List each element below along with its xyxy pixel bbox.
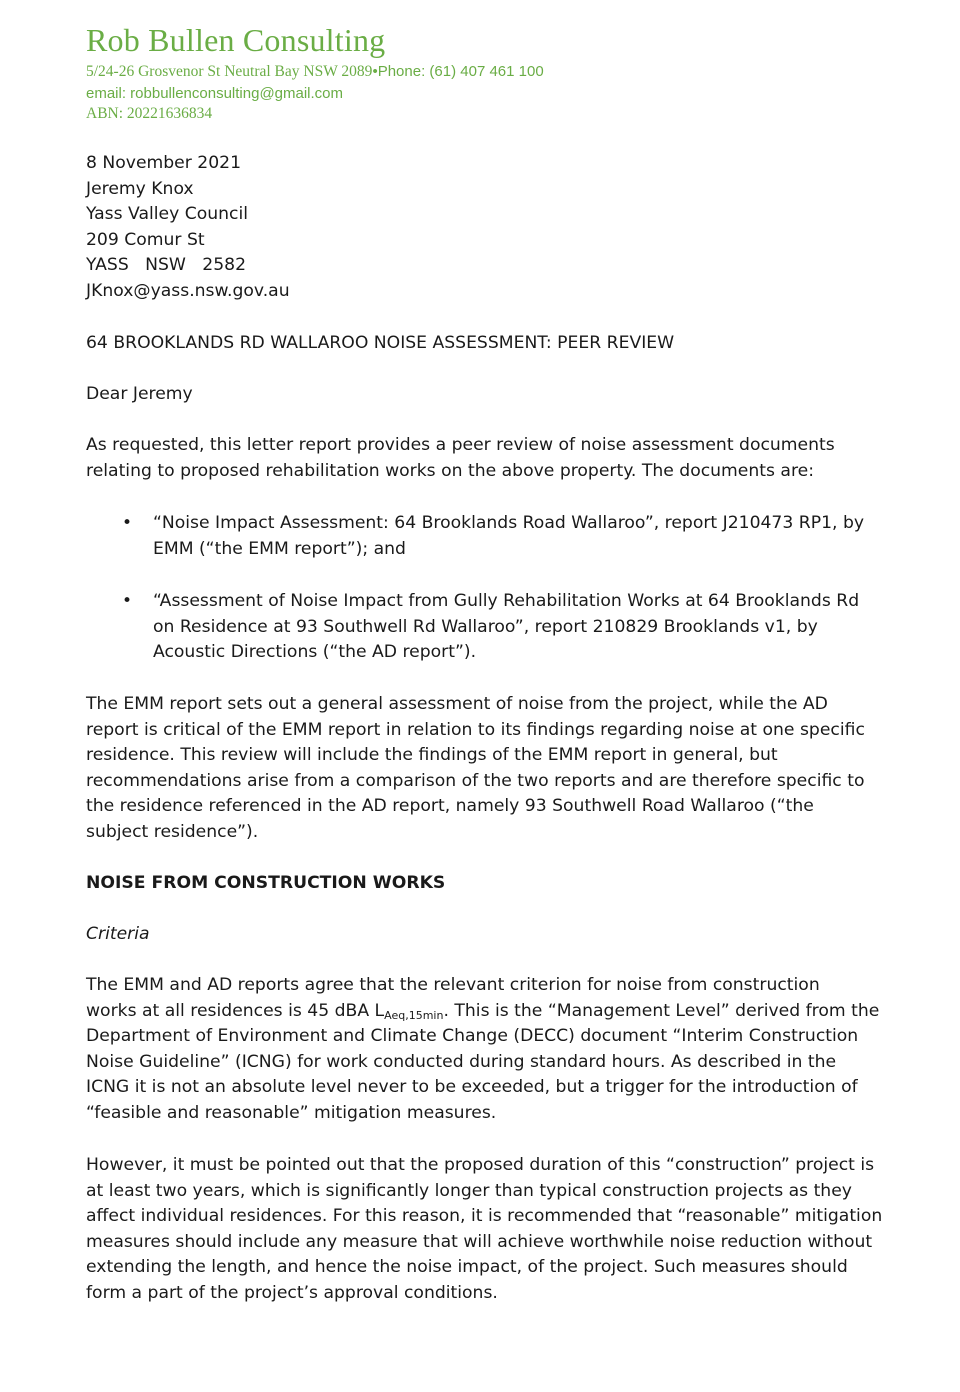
text-run: works at all residences is 45 dBA L	[86, 1000, 385, 1021]
paragraph-line: report is critical of the EMM report in relation to its findings regarding noise at one specific	[86, 719, 865, 740]
letterhead-address-line	[86, 63, 544, 81]
subscript-text: Aeq,15min	[384, 1008, 444, 1022]
bullet-marker: •	[122, 513, 133, 533]
paragraph-line: Noise Guideline” (ICNG) for work conducted during standard hours. As described in the	[86, 1051, 837, 1072]
letterhead-email: email: robbullenconsulting@gmail.com	[86, 85, 344, 102]
paragraph-line: at least two years, which is significantly longer than typical construction projects as they	[86, 1180, 852, 1201]
paragraph-line: the residence referenced in the AD report, namely 93 Southwell Road Wallaroo (“the	[86, 796, 814, 817]
separator-dot: •	[372, 63, 378, 80]
recipient-name: Jeremy Knox	[86, 178, 194, 199]
bullet-line: EMM (“the EMM report”); and	[153, 538, 406, 559]
recipient-email: JKnox@yass.nsw.gov.au	[86, 280, 290, 301]
paragraph-line: form a part of the project’s approval conditions.	[86, 1282, 498, 1303]
criteria-paragraph	[86, 973, 880, 1127]
paragraph-line: As requested, this letter report provides a peer review of noise assessment documents	[86, 435, 835, 455]
bullet-item-emm-report	[153, 511, 873, 562]
paragraph-line: However, it must be pointed out that the proposed duration of this “construction” project is	[86, 1155, 875, 1175]
duration-paragraph	[86, 1153, 883, 1307]
paragraph-line: measures should include any measure that will achieve worthwhile noise reduction without	[86, 1231, 873, 1252]
company-name: Rob Bullen Consulting	[86, 22, 386, 58]
letterhead-abn: ABN: 20221636834	[86, 105, 213, 122]
bullet-item-ad-report	[153, 589, 873, 666]
section-subheading: Criteria	[86, 924, 150, 944]
recipient-street: 209 Comur St	[86, 229, 205, 250]
letter-subject: 64 BROOKLANDS RD WALLAROO NOISE ASSESSMENT: PEER REVIEW	[86, 333, 675, 353]
recipient-locality: YASS NSW 2582	[86, 255, 247, 276]
paragraph-line: extending the length, and hence the noise impact, of the project. Such measures should	[86, 1257, 848, 1278]
paragraph-line-with-subscript	[86, 999, 880, 1025]
overview-paragraph	[86, 692, 876, 846]
paragraph-line: The EMM and AD reports agree that the relevant criterion for noise from construction	[86, 975, 820, 995]
paragraph-line: The EMM report sets out a general assessment of noise from the project, while the AD	[86, 694, 828, 714]
recipient-block	[86, 151, 876, 305]
bullet-line: on Residence at 93 Southwell Rd Wallaroo”, report 210829 Brooklands v1, by	[153, 616, 818, 637]
paragraph-line: ICNG it is not an absolute level never to be exceeded, but a trigger for the introduction of	[86, 1077, 858, 1098]
letterhead-address: 5/24-26 Grosvenor St Neutral Bay NSW 2089	[86, 63, 373, 80]
paragraph-line: residence. This review will include the findings of the EMM report in general, but	[86, 745, 778, 766]
salutation: Dear Jeremy	[86, 384, 193, 404]
bullet-marker: •	[122, 591, 133, 611]
paragraph-line: “feasible and reasonable” mitigation measures.	[86, 1102, 497, 1123]
letterhead-phone: Phone: (61) 407 461 100	[377, 63, 544, 80]
bullet-line: “Noise Impact Assessment: 64 Brooklands Road Wallaroo”, report J210473 RP1, by	[153, 513, 865, 533]
paragraph-line: relating to proposed rehabilitation works on the above property. The documents are:	[86, 460, 815, 481]
bullet-line: “Assessment of Noise Impact from Gully Rehabilitation Works at 64 Brooklands Rd	[153, 591, 860, 611]
section-heading: NOISE FROM CONSTRUCTION WORKS	[86, 873, 446, 893]
paragraph-line: subject residence”).	[86, 821, 259, 842]
bullet-line: Acoustic Directions (“the AD report”).	[153, 642, 477, 663]
letter-date: 8 November 2021	[86, 153, 242, 173]
paragraph-line: affect individual residences. For this reason, it is recommended that “reasonable” mitigation	[86, 1206, 883, 1227]
intro-paragraph	[86, 433, 876, 484]
paragraph-line: Department of Environment and Climate Change (DECC) document “Interim Construction	[86, 1026, 859, 1047]
recipient-organisation: Yass Valley Council	[86, 204, 249, 225]
paragraph-line: recommendations arise from a comparison of the two reports and are therefore specific to	[86, 770, 865, 791]
text-run: . This is the “Management Level” derived from the	[443, 1000, 880, 1021]
